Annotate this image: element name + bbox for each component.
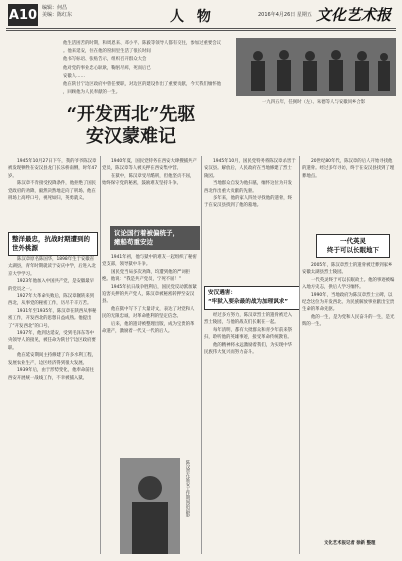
paragraph: 他的精神将永远激励着我们，为实现中华民族伟大复兴而努力奋斗。 xyxy=(204,342,293,356)
column-3-body xyxy=(204,312,296,554)
paragraph: 多年来，他的家人四处寻找他的遗骨，终于在安汉县找到了他的墓地。 xyxy=(204,196,293,209)
intro-line: 他对党的事业忠心耿耿，鞠躬尽瘁，死而后已 xyxy=(63,65,151,71)
paragraph: 他在狱中写下了大量诗文，表达了对党和人民的无限忠诚，对革命胜利的坚定信念。 xyxy=(102,306,195,320)
paragraph: 1939年后，由于形势变化，他奉命前往西安开展统一战线工作，不幸被捕入狱。 xyxy=(8,368,95,381)
headline-line: 安汉蒙难记 xyxy=(86,126,176,147)
headline-line: “开发西北”先驱 xyxy=(66,104,196,125)
portrait-photo xyxy=(120,458,180,554)
column-4-body xyxy=(302,262,396,532)
paragraph: 陈汉章不肯接受投降条件，他拒绝了国民党政府的劝降，毅然决然地走向了刑场。他在刑场上高呼口号，视死如归，英勇就义。 xyxy=(8,181,97,202)
group-photo-figures xyxy=(236,38,396,96)
paragraph: 20世纪80年代，陈汉章的后人开始寻找他的遗骨。经过多年寻访，终于在安汉县找到了埋葬地点。 xyxy=(302,159,395,179)
intro-line: 。他来延安，住在他的窑洞里生活了很长时间 xyxy=(63,49,151,55)
paragraph: 当地群众自发为他扫墓，缅怀这位为开发西北作出重大贡献的先驱。 xyxy=(204,181,293,194)
subheading-1: 整洋最忠，抗战时期遭到的世外桃源 xyxy=(8,232,98,256)
article-headline xyxy=(36,104,226,148)
intro-line: ，回顾他为人民奉献的一生。 xyxy=(63,90,121,96)
column-2-top xyxy=(102,158,198,224)
subheading-2: 议论国行着被偏统子， 瘫船苟重安边 xyxy=(110,226,200,250)
column-divider xyxy=(299,156,300,554)
paragraph: 1923年他加入中国共产党，是安徽最早的党员之一。 xyxy=(8,279,95,292)
paragraph: 1990年，当地政府为陈汉章烈士立碑，以纪念这位为开发西北、为民族解放事业献出宝贵生命的革命先驱。 xyxy=(302,292,395,313)
paragraph: 他在延安期间主持修建了许多水利工程，发展农业生产，边区经济得到很大发展。 xyxy=(8,353,97,366)
intro-line: 他书写标语、张贴告示，组织召开群众大会 xyxy=(63,57,147,63)
page-number: A10 xyxy=(8,4,38,26)
group-photo xyxy=(236,38,396,96)
portrait-figure xyxy=(120,458,180,554)
paragraph: 1940年夏，国民党特务在西安大肆搜捕共产党员，陈汉章等人被关押在西安集中营。 xyxy=(102,159,197,172)
column-3-top xyxy=(204,158,296,278)
intro-line: 他生活困苦的时期，和周恩来、邓小平、陈毅等领导人都有交往，参加过重要会议 xyxy=(63,41,222,46)
paragraph: 1945年抗日战争胜利后，国民党反动派加紧迫害关押的共产党人，陈汉章被秘密转押至安汉县。 xyxy=(102,284,197,305)
paragraph: 他的一生，是为党和人民奋斗的一生，是光辉的一生。 xyxy=(302,314,395,328)
section-title: 人 物 xyxy=(170,9,215,25)
paragraph: 国民党当局多次劝降，均遭到他的严词拒绝。他说：“我是共产党员，宁死不屈！” xyxy=(102,269,191,283)
paragraph: 1927年大革命失败后，陈汉章辗转来到西北，从事党的秘密工作，历尽千辛万苦。 xyxy=(8,294,95,307)
paragraph: 每年清明，都有大批群众和青少年前来祭扫，聆听他的英雄事迹，接受革命传统教育。 xyxy=(204,327,293,341)
issue-date: 2016年4月26日 星期五 xyxy=(258,12,312,18)
editor-line: 编辑：何昌 xyxy=(42,5,68,11)
column-1-top xyxy=(8,158,98,230)
intro-line: 安徽人…… xyxy=(63,73,85,79)
photo-caption: 一九四五年，任弼时（左）、朱德等人与安徽同乡合影 xyxy=(262,100,366,105)
header-rule xyxy=(6,28,396,29)
paragraph: 1937年，他到达延安，受到毛泽东等中央领导人的接见，被任命为陕甘宁边区政府要职。 xyxy=(8,331,96,351)
newspaper-brand: 文化艺术报 xyxy=(316,6,392,24)
paragraph: 后来，他的遗诗被整理出版，成为宝贵的革命遗产，激励着一代又一代的后人。 xyxy=(102,321,195,335)
intro-line: 他在陕甘宁边区政府中曾任要职，对边区的建设作出了重要贡献，今天我们缅怀他 xyxy=(63,82,222,88)
column-4-top xyxy=(302,158,396,232)
column-divider xyxy=(100,156,101,554)
author-signature: 文化艺术报记者 徐新 整理 xyxy=(324,541,376,546)
column-2-body xyxy=(102,254,198,454)
paragraph: 1931年至1935年，陈汉章在陕西从事秘密工作，开发西北的思想日益成熟。他提出了“开发西北”的口号。 xyxy=(8,308,97,329)
paragraph: 在狱中，陈汉章受尽酷刑，但他坚贞不屈，始终保守党的秘密，鼓励难友坚持斗争。 xyxy=(102,173,195,187)
paragraph: 经过多方努力，陈汉章烈士的遗骨被迁入烈士陵园，与他的战友们长眠在一起。 xyxy=(204,313,293,326)
editor-line: 美编：陈红东 xyxy=(42,12,73,18)
subheading-3: 安汉遇害： “牢狱入要杂最的战为加理讽求” xyxy=(204,286,300,310)
paragraph: 陈汉章原名陈国华，1898年生于安徽省太湖县，青年时期就读于安庆中学，后进入北京大学学习。 xyxy=(8,257,96,277)
paragraph: 2005年，陈汉章烈士的遗骨被迁葬到家乡安徽太湖县烈士陵园。 xyxy=(302,263,393,276)
paragraph: 1941年初，他与狱中的难友一起组织了秘密党支部，领导狱中斗争。 xyxy=(102,255,197,268)
paragraph: 1945年10月27日下午，我的爷爷陈汉章被发现牺牲在安汉县龙门长乐桥南侧，时年47岁。 xyxy=(8,159,98,179)
column-divider xyxy=(201,156,202,554)
header-rule-thin xyxy=(6,30,396,31)
paragraph: 一代英灵终于可以长眠故土。他的事迹被编入地方史志，供后人学习缅怀。 xyxy=(302,277,395,291)
portrait-caption: 陈汉章在延安工作期间的留影 xyxy=(185,460,190,518)
intro-text xyxy=(54,40,222,97)
paragraph: 1945年10月，国民党特务将陈汉章杀害于安汉县。解放后，人民政府在当地修建了烈士陵园。 xyxy=(204,159,296,179)
subheading-4: 一代英灵 终于可以长眠地下 xyxy=(316,234,390,258)
column-1-body xyxy=(8,256,98,553)
editor-info xyxy=(42,5,72,19)
